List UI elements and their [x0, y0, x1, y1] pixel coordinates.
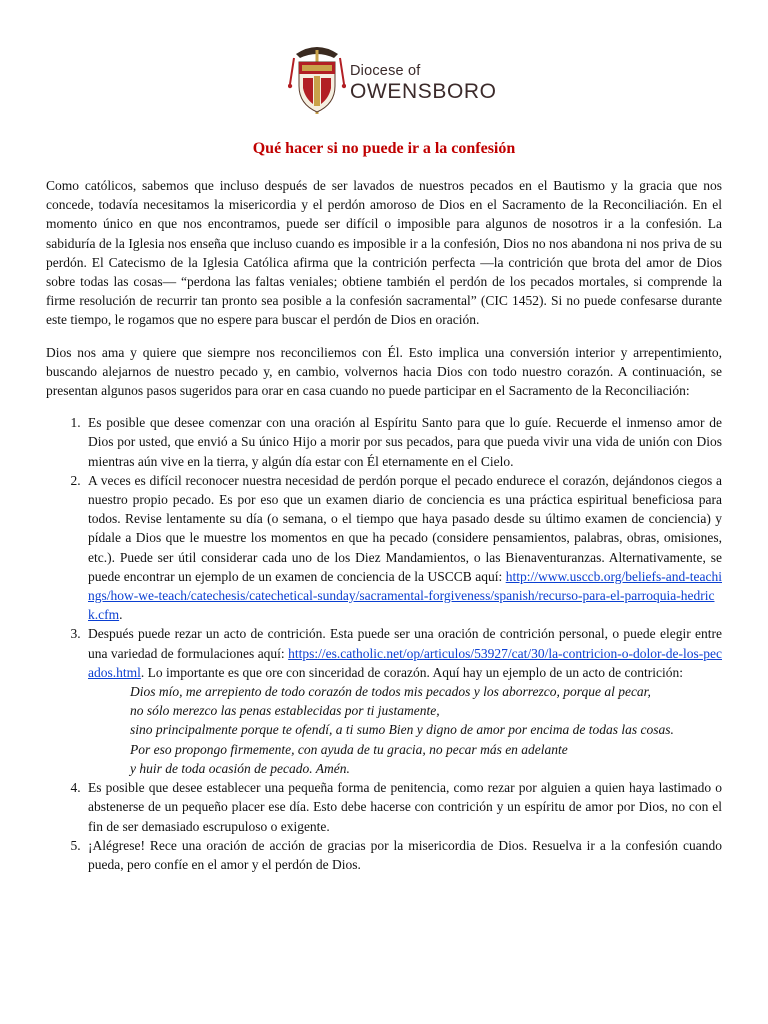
diocese-name	[350, 64, 497, 102]
diocese-name-line2: OWENSBORO	[350, 79, 497, 103]
list-item	[84, 836, 722, 874]
prayer-line: Por eso propongo firmemente, con ayuda de tu gracia, no pecar más en adelante	[130, 741, 568, 757]
document-body	[46, 176, 722, 874]
step-text: ¡Alégrese! Rece una oración de acción de gracias por la misericordia de Dios. Resuelva ir a la confesión cuando pueda, pero confíe en el amor y el perdón de Dios.	[88, 837, 722, 872]
steps-list	[46, 413, 722, 874]
list-item	[84, 624, 722, 778]
prayer-line: sino principalmente porque te ofendí, a ti sumo Bien y digno de amor por encima de todas las cosas.	[130, 722, 674, 738]
prayer-line: y huir de toda ocasión de pecado. Amén.	[130, 760, 350, 776]
catholic-net-contrition-link[interactable]: https://es.catholic.net/op/articulos/53927/cat/30/la-contricion-o-dolor-de-los-pecados.html	[88, 645, 722, 680]
steps-intro-paragraph: Dios nos ama y quiere que siempre nos reconciliemos con Él. Esto implica una conversión interior y arrepentimiento, buscando alejarnos de nuestro pecado y, en cambio, volvernos hacia Dios con todo nuestro corazón. A continuación, se presentan algunos pasos sugeridos para orar en casa cuando no puede participar en el Sacramento de la Reconciliación:	[46, 344, 722, 399]
diocese-name-line1: Diocese of	[350, 63, 421, 79]
coat-of-arms-icon	[288, 44, 346, 116]
usccb-examination-link[interactable]: http://www.usccb.org/beliefs-and-teachings/how-we-teach/catechesis/catechetical-sunday/sacramental-forgiveness/spanish/recurso-para-el-parroquia-hedrick.cfm	[88, 568, 722, 623]
prayer-line: no sólo merezco las penas establecidas por ti justamente,	[130, 703, 440, 719]
list-item	[84, 778, 722, 836]
step-text: A veces es difícil reconocer nuestra necesidad de perdón porque el pecado endurece el corazón, dejándonos ciegos a nuestro propio pecado. Es por eso que un examen diario de conciencia es una práctica espiritual beneficiosa para todos. Revise lentamente su día (o semana, o el tiempo que haya pasado desde su último examen de conciencia) y pídale a Dios que le muestre los momentos en que ha pecado (considere pensamientos, palabras, obras, omisiones, etc.). Puede ser útil considerar cada uno de los Diez Mandamientos, o las Bienaventuranzas. Alternativamente, se puede encontrar un ejemplo de un examen de conciencia de la USCCB aquí:	[88, 472, 722, 584]
step-text-after: .	[119, 607, 123, 623]
diocese-logo	[288, 44, 497, 116]
intro-paragraph: Como católicos, sabemos que incluso después de ser lavados de nuestros pecados en el Bautismo y la gracia que nos concede, todavía necesitamos la misericordia y el perdón amoroso de Dios en el Sacramento de la Reconciliación. En el momento único en que nos encontramos, puede ser difícil o imposible para algunos de nosotros ir a la confesión. La sabiduría de la Iglesia nos enseña que incluso cuando es imposible ir a la confesión, Dios no nos abandona ni nos priva de su perdón. El Catecismo de la Iglesia Católica afirma que la contrición perfecta —la contrición que brota del amor de Dios sobre todas las cosas— “perdona las faltas veniales; obtiene también el perdón de los pecados mortales, si comprende la firme resolución de recurrir tan pronto sea posible a la confesión sacramental” (CIC 1452). Si no puede confesarse durante este tiempo, le rogamos que no espere para buscar el perdón de Dios en oración.	[46, 178, 722, 328]
document-title: Qué hacer si no puede ir a la confesión	[252, 140, 516, 157]
step-text: Es posible que desee comenzar con una oración al Espíritu Santo para que lo guíe. Recuerde el inmenso amor de Dios por usted, que envió a Su único Hijo a morir por sus pecados, para que pueda vivir una vida de unión con Dios mientras aún vive en la tierra, y algún día estar con Él eternamente en el Cielo.	[88, 415, 722, 469]
list-item	[84, 471, 722, 625]
list-item	[84, 413, 722, 471]
step-text: Después puede rezar un acto de contrición. Esta puede ser una oración de contrición personal, o puede elegir entre una variedad de formulaciones aquí:	[88, 626, 722, 661]
prayer-line: Dios mío, me arrepiento de todo corazón de todos mis pecados y los aborrezco, porque al pecar,	[130, 684, 651, 700]
step-text-after: . Lo importante es que ore con sinceridad de corazón. Aquí hay un ejemplo de un acto de contrición:	[140, 664, 683, 680]
step-text: Es posible que desee establecer una pequeña forma de penitencia, como rezar por alguien a quien haya lastimado o abstenerse de un pequeño placer ese día. Esto debe hacerse con contrición y un espíritu de amor por Dios, no con el fin de ser demasiado escrupuloso o exigente.	[88, 780, 722, 834]
act-of-contrition-prayer	[88, 682, 722, 778]
